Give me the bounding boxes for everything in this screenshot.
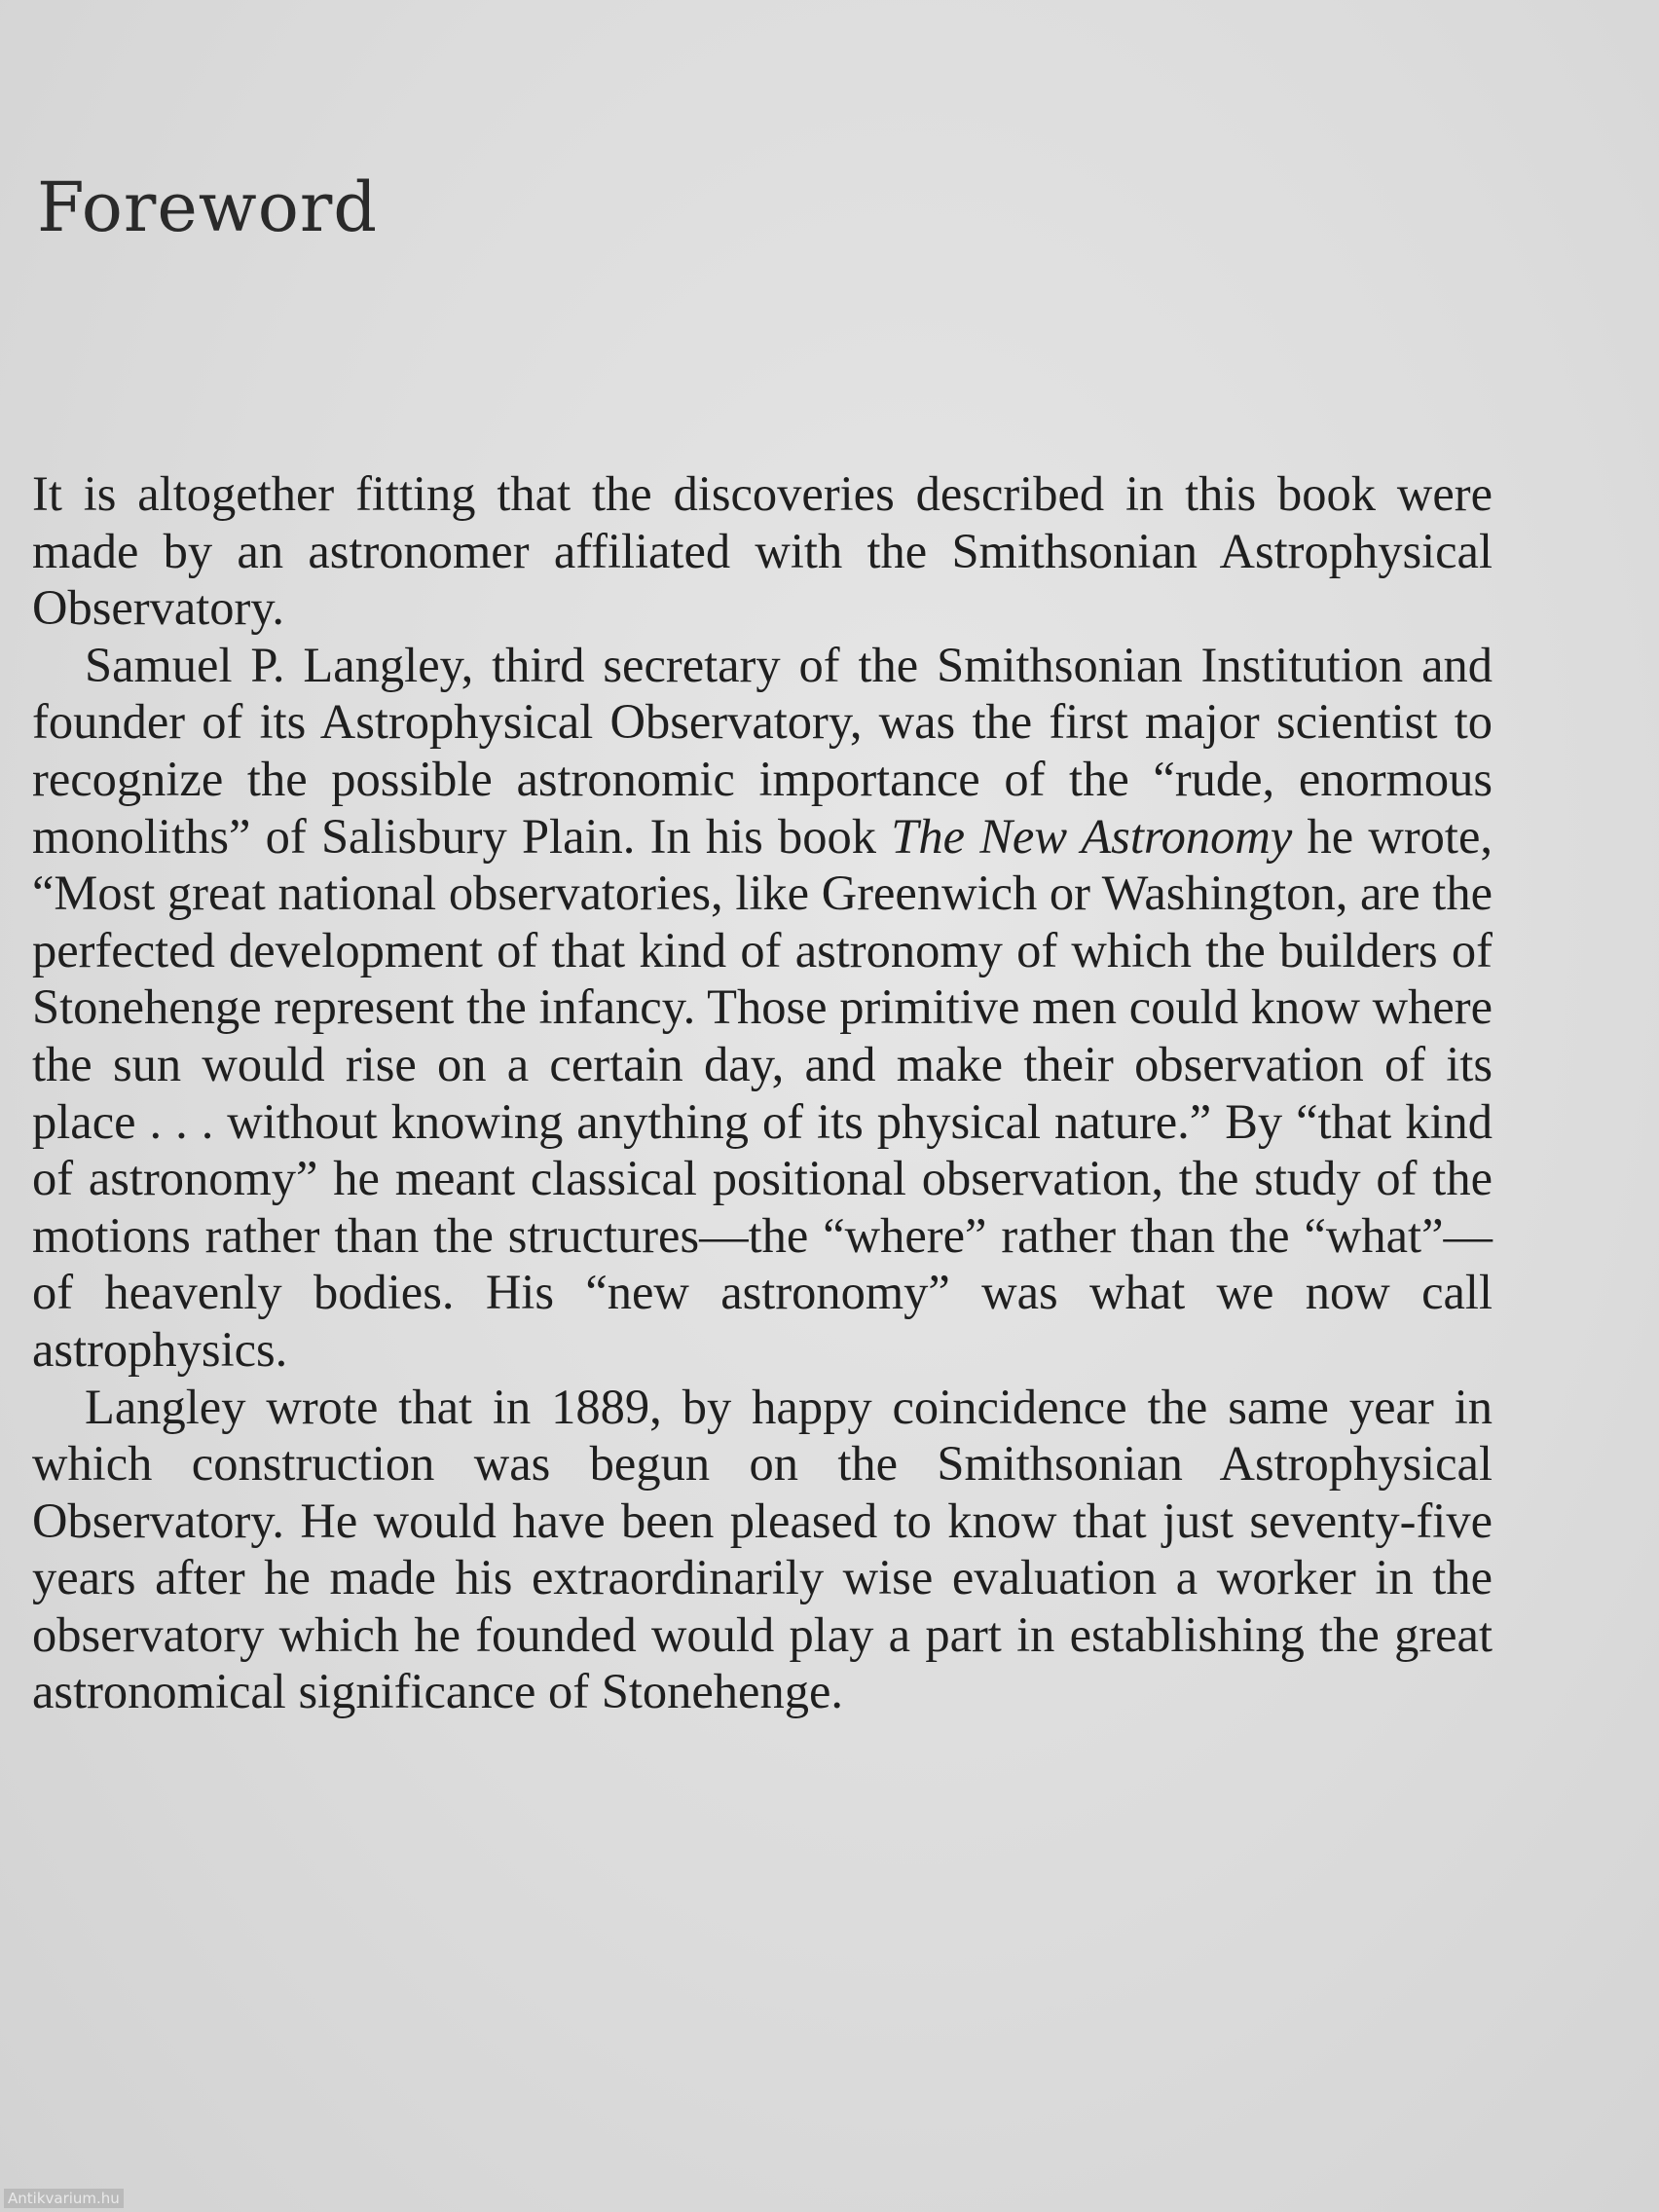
watermark-label: Antikvarium.hu (4, 2189, 124, 2208)
paragraph-2-start: Samuel P. Langley, third secretary of the Smithsonian Institution and founder of its Astrophysical Observatory, was the first major scientist to recognize the possible astronomic importance of the “rude, enormous monoliths” of Salisbury Plain. In his book (32, 637, 1493, 864)
chapter-heading: Foreword (37, 167, 379, 247)
foreword-body (32, 465, 1493, 1720)
paragraph-2 (32, 637, 1493, 1379)
paragraph-1: It is altogether fitting that the discoveries described in this book were made by an astronomer affiliated with the Smithsonian Astrophysical Observatory. (32, 466, 1493, 636)
paragraph-2-end: he wrote, “Most great national observatories, like Greenwich or Washington, are the perfected development of that kind of astronomy of which the builders of Stonehenge represent the infancy. Those primitive men could know where the sun would rise on a certain day, and make their observation of its place . . . without knowing anything of its physical nature.” By “that kind of astronomy” he meant classical positional observation, the study of the motions rather than the structures—the “where” rather than the “what”—of heavenly bodies. His “new astronomy” was what we now call astrophysics. (32, 808, 1493, 1377)
paragraph-3: Langley wrote that in 1889, by happy coincidence the same year in which construction was begun on the Smithsonian Astrophysical Observatory. He would have been pleased to know that just seventy-five years after he made his extraordinarily wise evaluation a worker in the observatory which he founded would play a part in establishing the great astronomical significance of Stonehenge. (32, 1379, 1493, 1719)
book-title-italic: The New Astronomy (891, 808, 1293, 864)
